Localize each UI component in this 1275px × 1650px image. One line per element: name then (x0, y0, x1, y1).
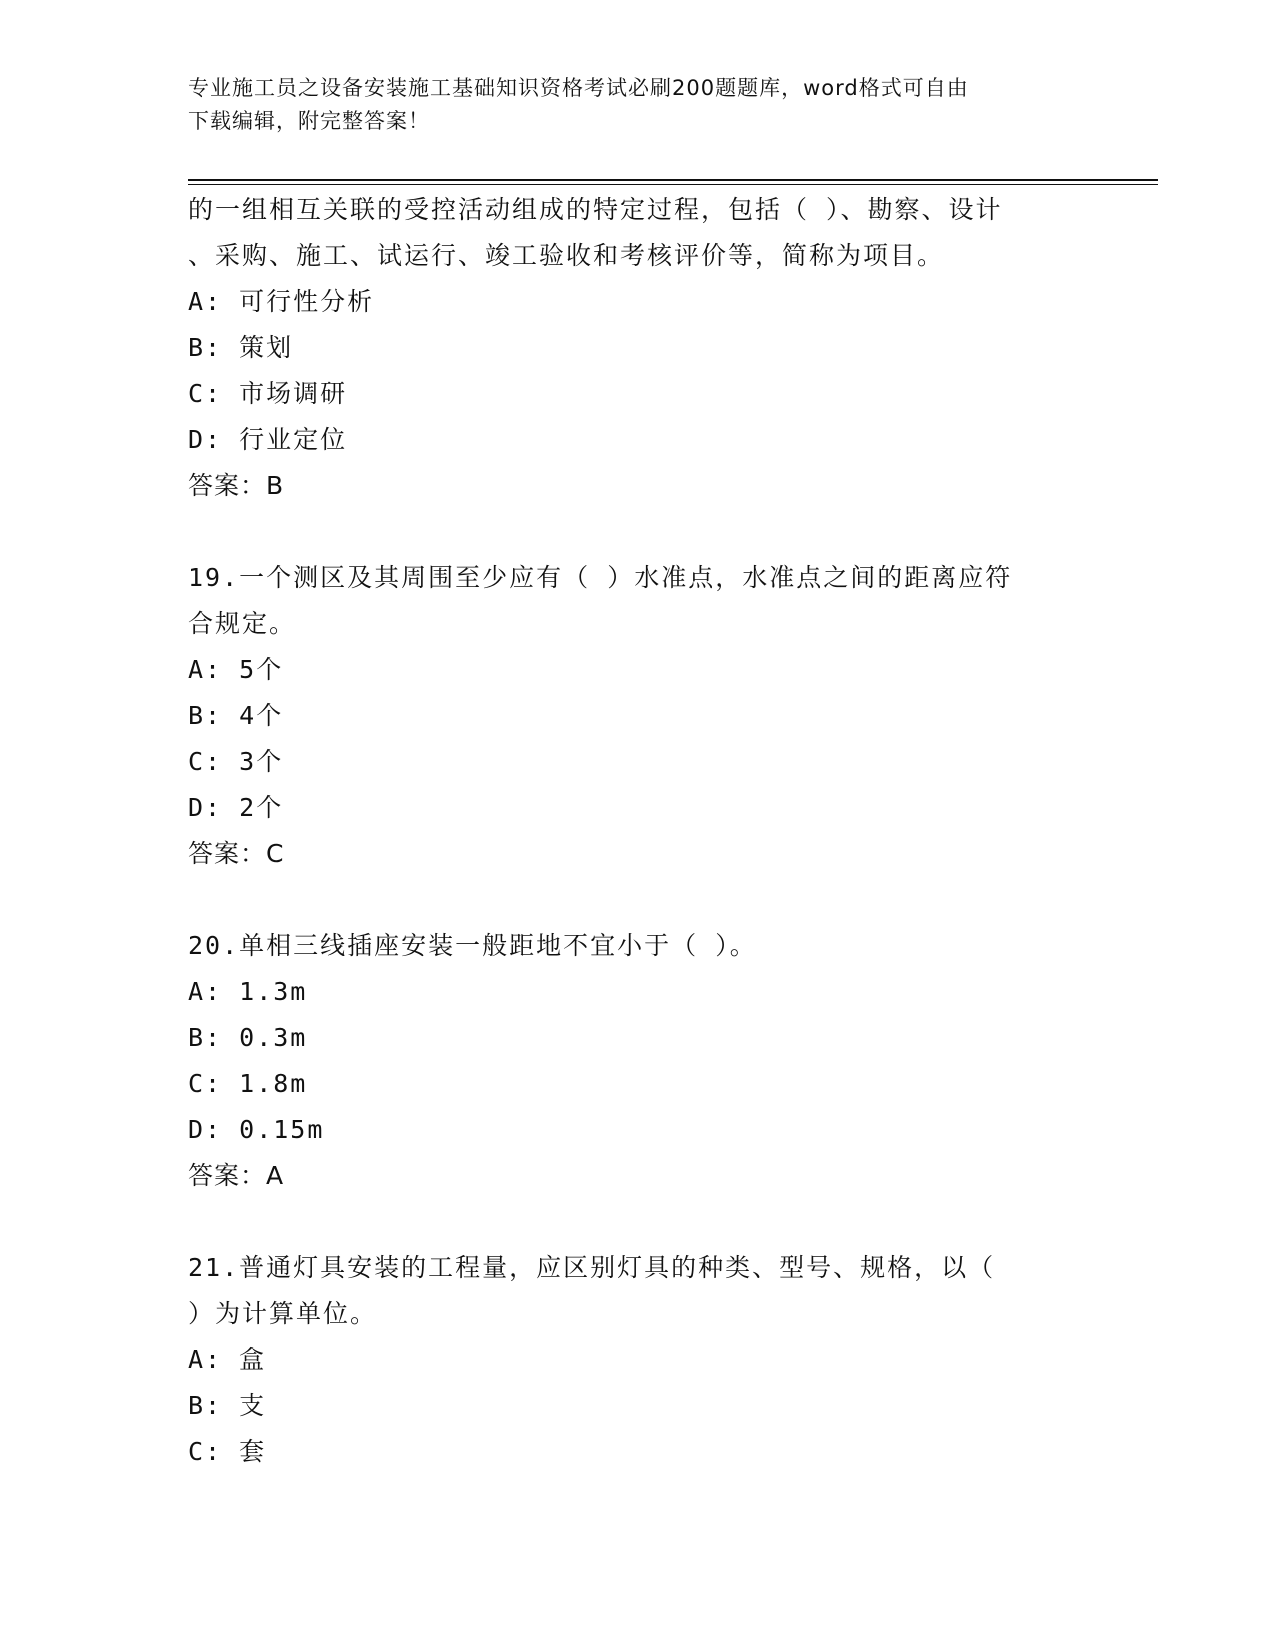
option-c: C: 1.8m (188, 1069, 308, 1098)
question-18 (188, 187, 1088, 509)
option-a: A: 可行性分析 (188, 287, 375, 316)
spacer (188, 877, 1088, 923)
option-b: B: 支 (188, 1391, 267, 1420)
question-stem-line: 19.一个测区及其周围至少应有（ ）水准点，水准点之间的距离应符 (188, 563, 1013, 592)
option-b: B: 策划 (188, 333, 294, 362)
question-20 (188, 923, 1088, 1199)
option-c: C: 市场调研 (188, 379, 348, 408)
option-a: A: 5个 (188, 655, 284, 684)
option-a: A: 1.3m (188, 977, 308, 1006)
question-21 (188, 1245, 1088, 1475)
question-list (188, 187, 1088, 1475)
document-header (188, 72, 1068, 138)
header-divider-thick (188, 179, 1158, 181)
header-line-1: 专业施工员之设备安装施工基础知识资格考试必刷200题题库，word格式可自由 (188, 76, 969, 100)
option-d: D: 行业定位 (188, 425, 348, 454)
header-line-2: 下载编辑，附完整答案！ (188, 109, 430, 133)
answer-text: 答案：A (188, 1161, 285, 1190)
question-stem-line: 合规定。 (188, 609, 297, 638)
question-stem-line: 、采购、施工、试运行、竣工验收和考核评价等，简称为项目。 (188, 241, 945, 270)
spacer (188, 509, 1088, 555)
option-c: C: 3个 (188, 747, 284, 776)
spacer (188, 1199, 1088, 1245)
option-a: A: 盒 (188, 1345, 267, 1374)
question-stem-line: ）为计算单位。 (188, 1299, 378, 1328)
question-19 (188, 555, 1088, 877)
question-stem-line: 的一组相互关联的受控活动组成的特定过程，包括（ ）、勘察、设计 (188, 195, 1003, 224)
option-d: D: 2个 (188, 793, 284, 822)
option-d: D: 0.15m (188, 1115, 325, 1144)
option-c: C: 套 (188, 1437, 267, 1466)
question-stem-line: 21.普通灯具安装的工程量，应区别灯具的种类、型号、规格，以（ (188, 1253, 996, 1282)
answer-text: 答案：B (188, 471, 285, 500)
option-b: B: 0.3m (188, 1023, 308, 1052)
question-stem-line: 20.单相三线插座安装一般距地不宜小于（ ）。 (188, 931, 757, 960)
answer-text: 答案：C (188, 839, 285, 868)
option-b: B: 4个 (188, 701, 284, 730)
header-divider-thin (188, 184, 1158, 185)
